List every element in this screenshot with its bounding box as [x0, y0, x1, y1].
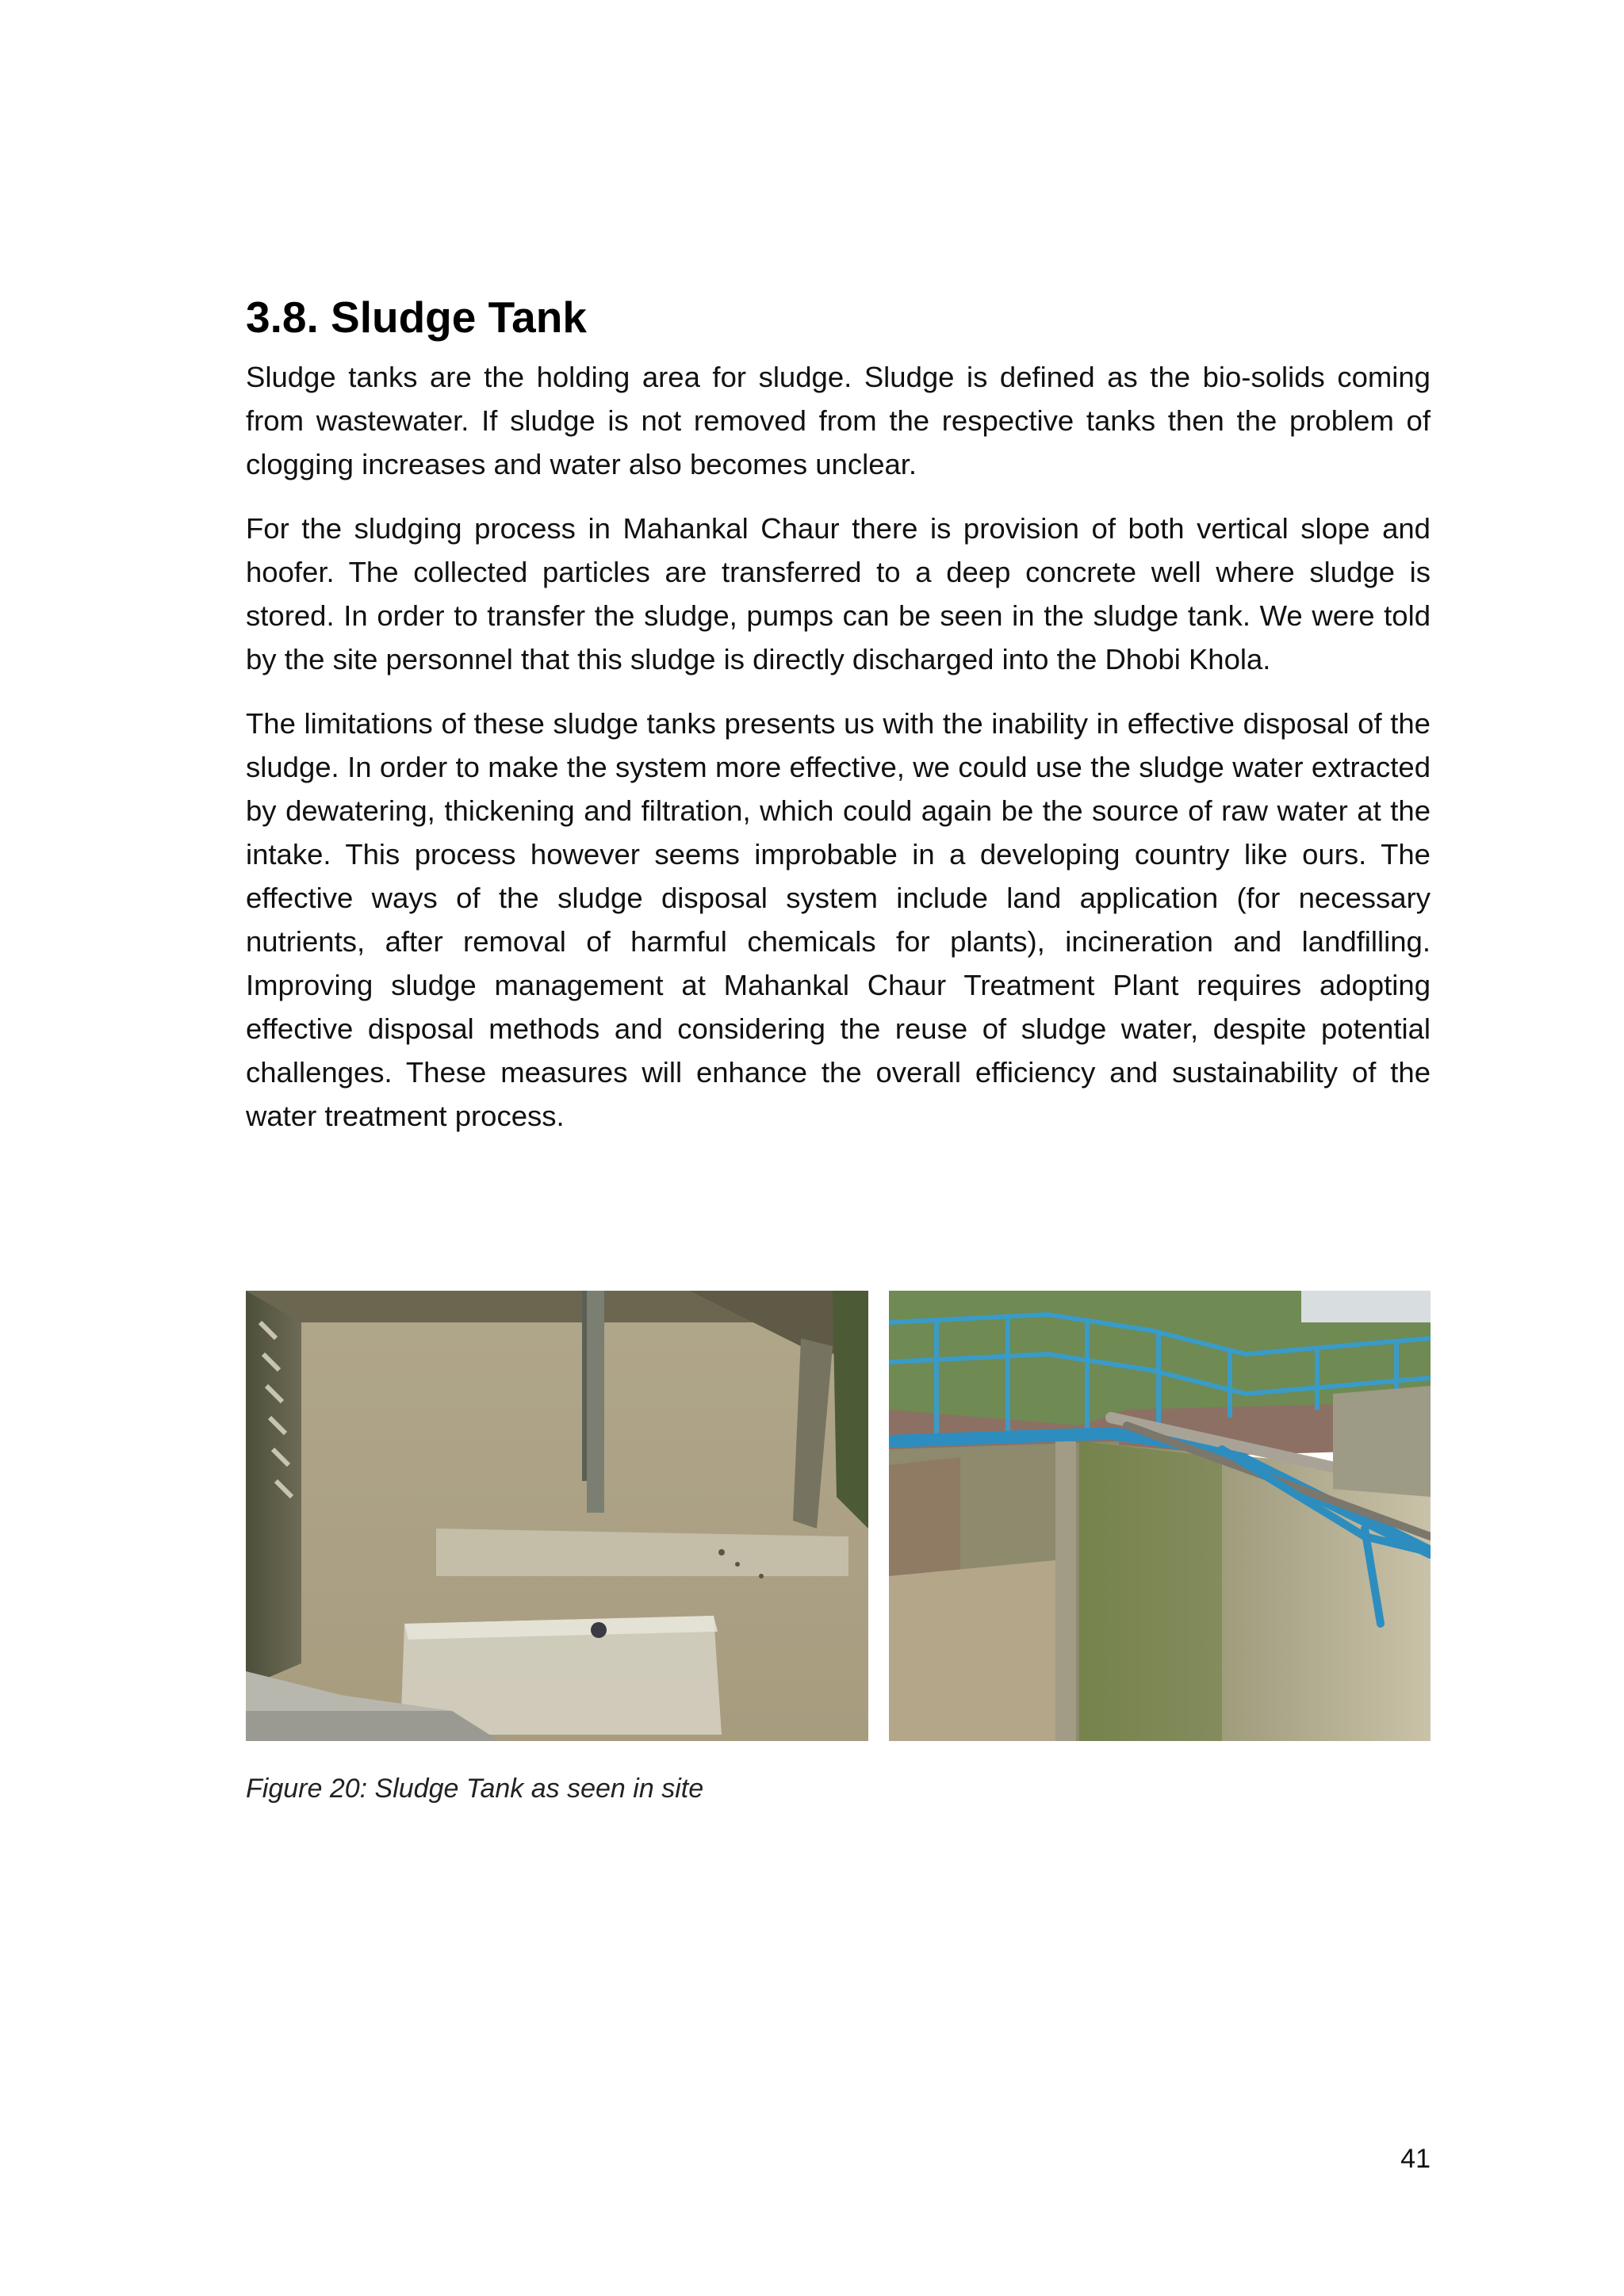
figure-photos: [246, 1291, 1431, 1741]
section-body: [246, 287, 1431, 1158]
section-heading: 3.8. Sludge Tank: [246, 293, 587, 342]
page-number: 41: [1400, 2144, 1431, 2174]
paragraph-3: The limitations of these sludge tanks presents us with the inability in effective disposal of the sludge. In order to make the system more effective, we could use the sludge water extracted by dewatering, thickening and filtration, which could again be the source of raw water at the intake. This process however seems improbable in a developing country like ours. The effective ways of the sludge disposal system include land application (for necessary nutrients, after removal of harmful chemicals for plants), incineration and landfilling. Improving sludge management at Mahankal Chaur Treatment Plant requires adopting effective disposal methods and considering the reuse of sludge water, despite potential challenges. These measures will enhance the overall efficiency and sustainability of the water treatment process.: [246, 707, 1431, 1132]
sludge-tank-illustration-right: [889, 1291, 1431, 1741]
paragraph-2: For the sludging process in Mahankal Chaur there is provision of both vertical slope and hoofer. The collected particles are transferred to a deep concrete well where sludge is stored. In order to transfer the sludge, pumps can be seen in the sludge tank. We were told by the site personnel that this sludge is directly discharged into the Dhobi Khola.: [246, 512, 1431, 675]
sludge-tank-photo-top-view: [246, 1291, 868, 1741]
sludge-tank-photo-side-view: [889, 1291, 1431, 1741]
paragraph-1: Sludge tanks are the holding area for sludge. Sludge is defined as the bio-solids coming from wastewater. If sludge is not removed from the respective tanks then the problem of clogging increases and water also becomes unclear.: [246, 361, 1431, 480]
sludge-tank-illustration-left: [246, 1291, 868, 1741]
figure-caption: Figure 20: Sludge Tank as seen in site: [246, 1774, 704, 1804]
